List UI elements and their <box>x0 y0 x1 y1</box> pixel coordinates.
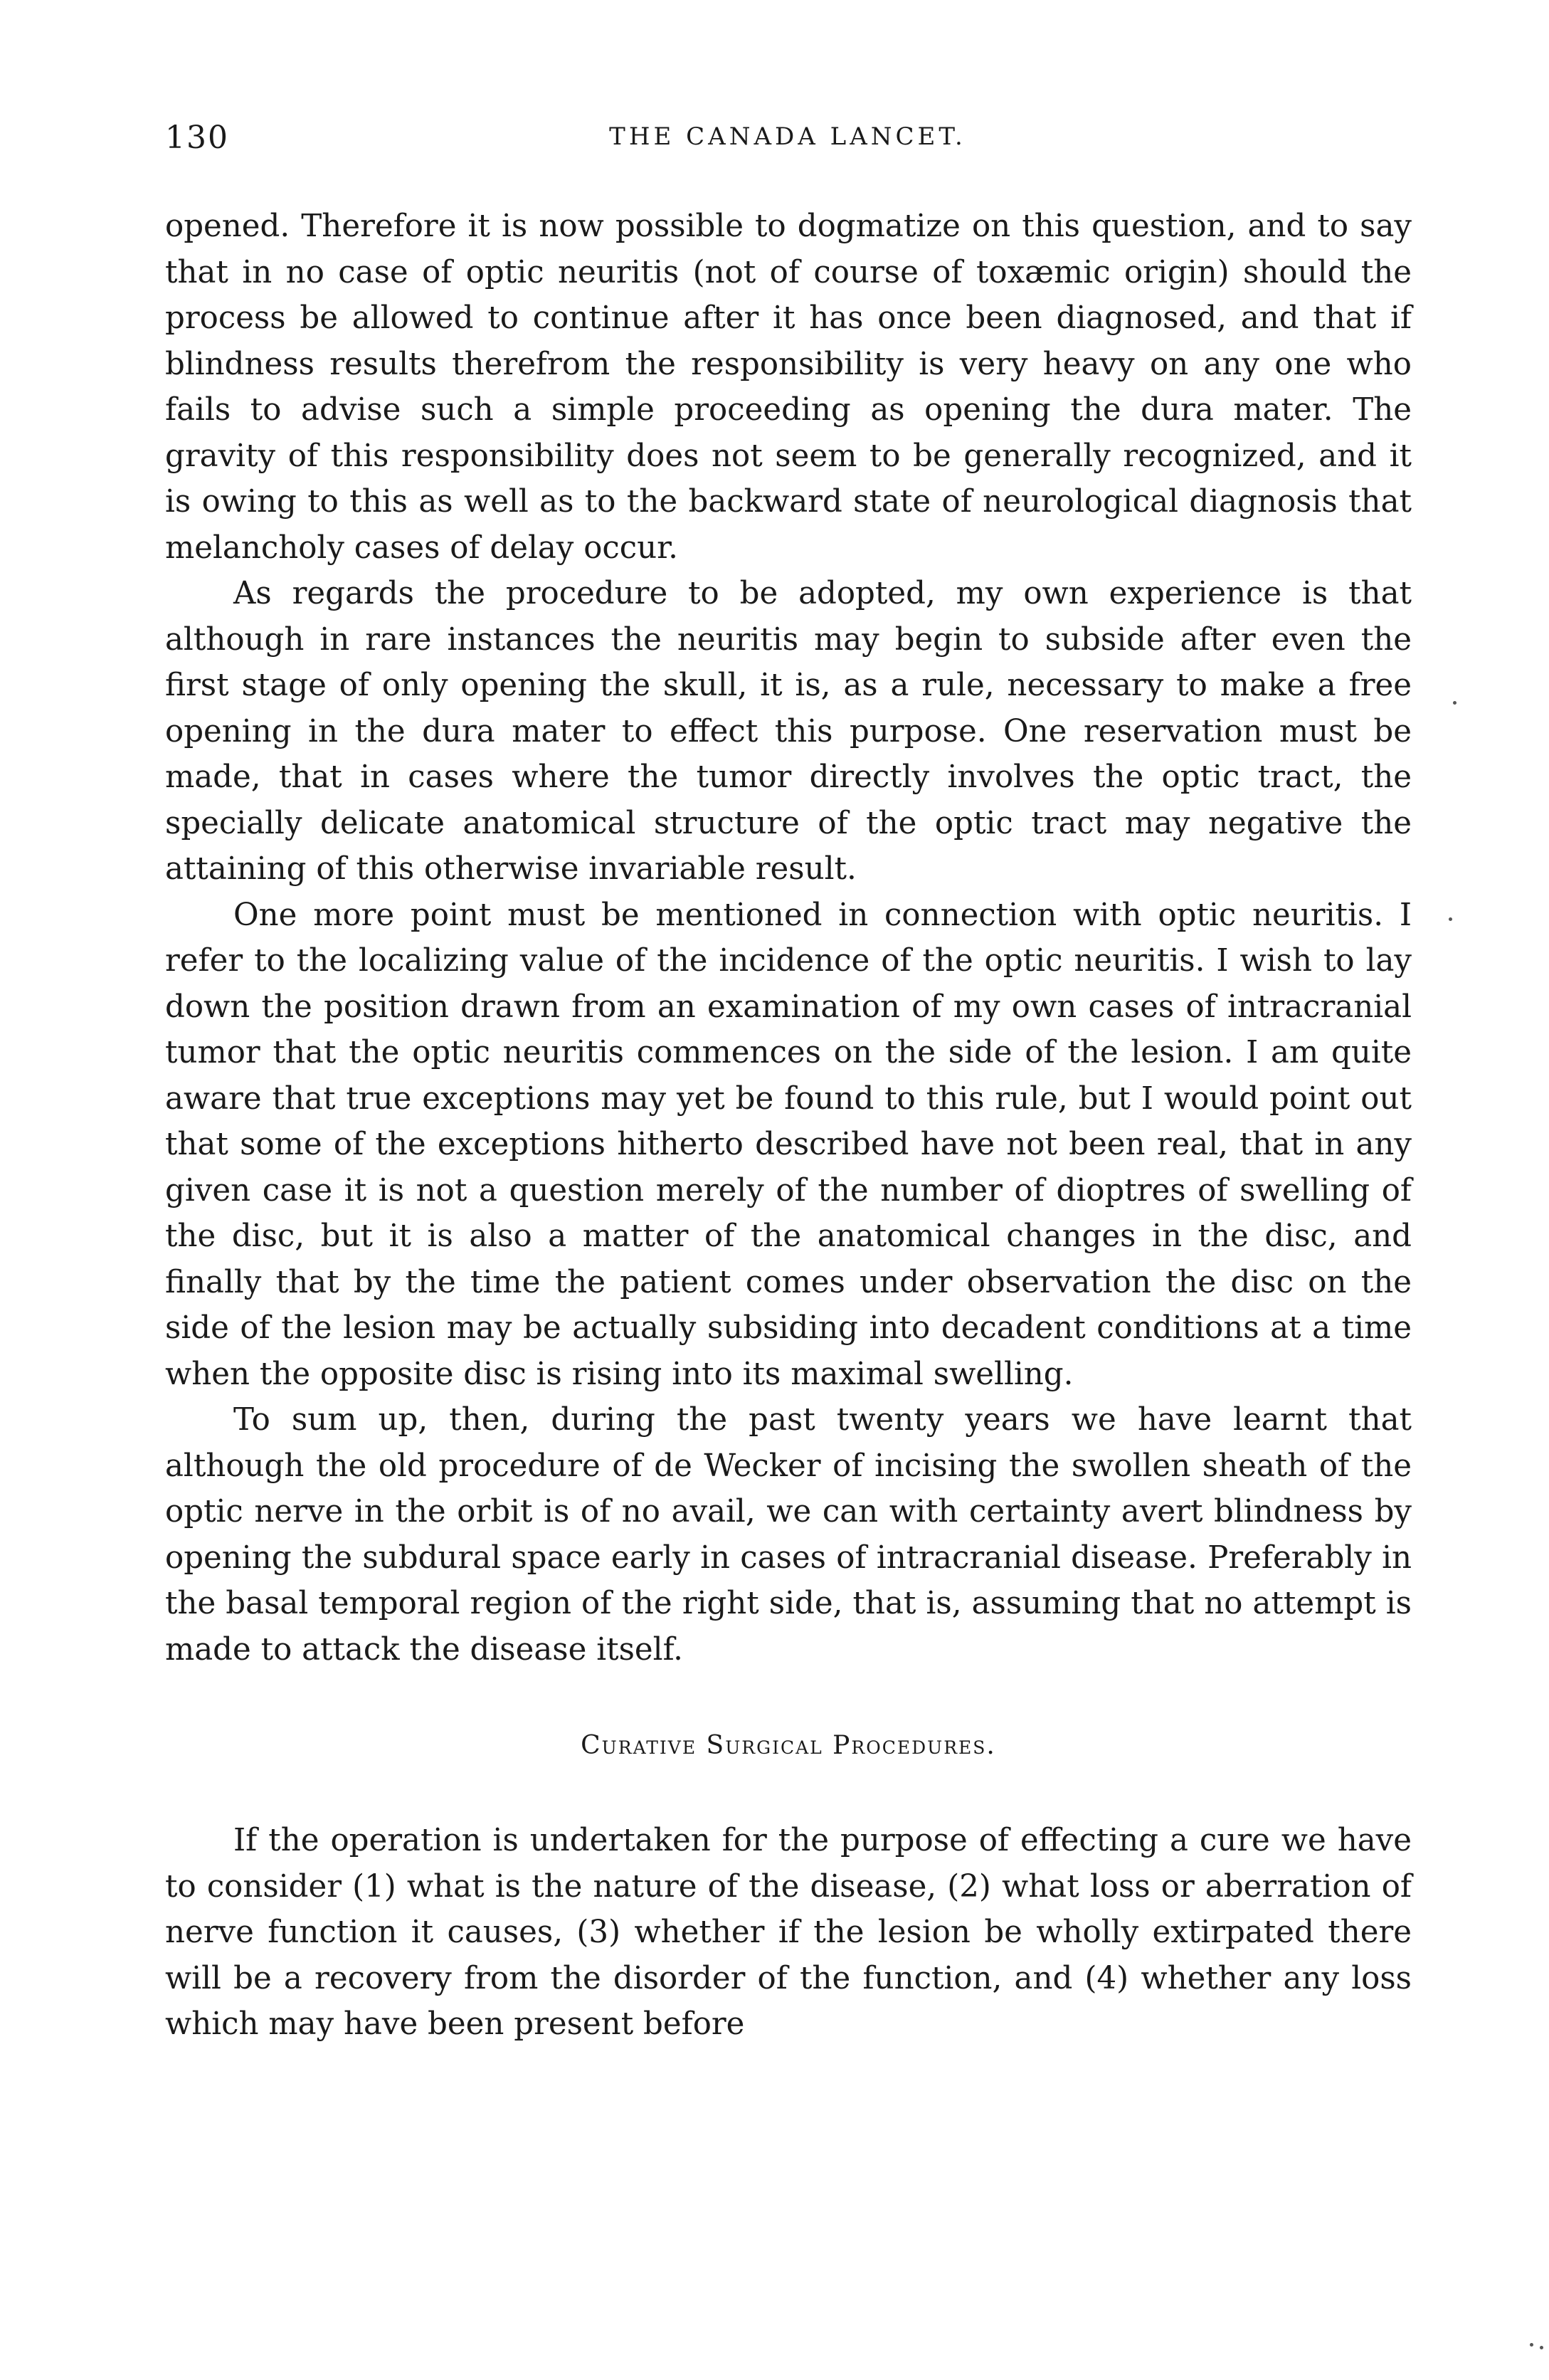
body-text <box>165 204 1412 2048</box>
paragraph-localizing-value: One more point must be mentioned in connection with optic neuritis. I refer to the localizing value of the incidence of the optic neuritis. I wish to lay down the position drawn from an examination of my own cases of intracranial tumor that the optic neuritis commences on the side of the lesion. I am quite aware that true exceptions may yet be found to this rule, but I would point out that some of the exceptions hitherto described have not been real, that in any given case it is not a question merely of the number of dioptres of swelling of the disc, but it is also a matter of the anatomical changes in the disc, and finally that by the time the patient comes under observation the disc on the side of the lesion may be actually subsiding into decadent conditions at a time when the opposite disc is rising into its maximal swelling. <box>165 897 1412 1392</box>
page-header <box>165 120 1410 162</box>
section-heading: Curative Surgical Procedures. <box>581 1731 996 1760</box>
page-number: 130 <box>165 120 229 156</box>
paragraph-summary: To sum up, then, during the past twenty years we have learnt that although the old procedure of de Wecker of incising the swollen sheath of the optic nerve in the orbit is of no avail, we can with certainty avert blindness by opening the subdural space early in cases of intracranial disease. Preferably in the basal temporal region of the right side, that is, assuming that no attempt is made to attack the disease itself. <box>165 1402 1412 1668</box>
margin-speck <box>1449 917 1452 921</box>
margin-speck <box>1453 701 1457 705</box>
paragraph-continued: opened. Therefore it is now possible to dogmatize on this question, and to say that in no case of optic neuritis (not of course of toxæmic origin) should the process be allowed to continue after it has once been diagnosed, and that if blindness results therefrom the responsibility is very heavy on any one who fails to advise such a simple proceeding as opening the dura mater. The gravity of this responsibility does not seem to be generally recognized, and it is owing to this as well as to the backward state of neurological diagnosis that melancholy cases of delay occur. <box>165 209 1412 566</box>
margin-speck <box>1540 2346 1543 2349</box>
running-head: THE CANADA LANCET. <box>609 122 966 151</box>
paragraph-procedure: As regards the procedure to be adopted, my own experience is that although in rare instances the neuritis may begin to subside after even the first stage of only opening the skull, it is, as a rule, necessary to make a free opening in the dura mater to effect this purpose. One reservation must be made, that in cases where the tumor directly involves the optic tract, the specially delicate anatomical structure of the optic tract may negative the attaining of this otherwise invariable result. <box>165 576 1412 887</box>
margin-speck <box>1530 2343 1533 2347</box>
paragraph-curative: If the operation is undertaken for the purpose of effecting a cure we have to consider (1) what is the nature of the disease, (2) what loss or aberration of nerve function it causes, (3) whether if the lesion be wholly extirpated there will be a recovery from the disorder of the function, and (4) whether any loss which may have been present before <box>165 1823 1412 2042</box>
